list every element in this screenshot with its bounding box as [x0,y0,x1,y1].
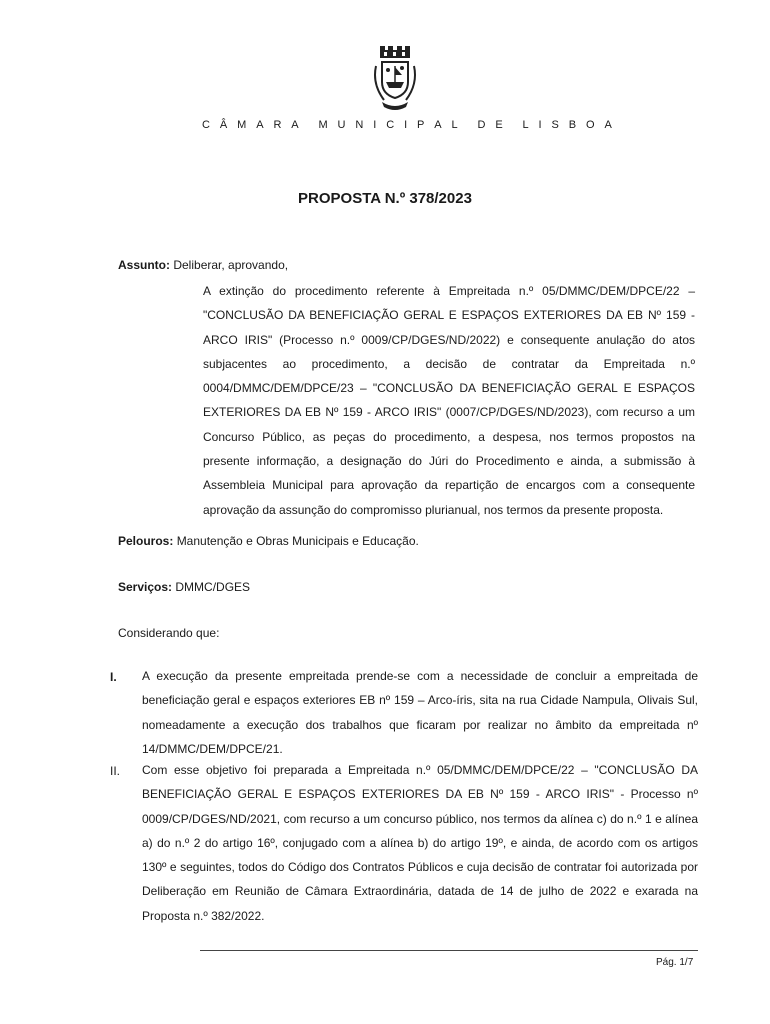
subject-line [118,258,288,272]
org-letter: L [522,119,529,131]
org-letter: D [477,119,486,131]
item-number: II. [110,764,121,778]
org-letter: I [538,119,542,131]
subject-body: A extinção do procedimento referente à Empreitada n.º 05/DMMC/DEM/DPCE/22 – "CONCLUSÃO DA BENEFICIAÇÃO GERAL E ESPAÇOS EXTERIORES DA EB Nº 159 - ARCO IRIS" (Processo n.º 0009/CP/DGES/ND/2022) e consequente anulação do atos subjacentes ao procedimento, a decisão de contratar da Empreitada n.º 0004/DMMC/DEM/DPCE/23 – "CONCLUSÃO DA BENEFICIAÇÃO GERAL E ESPAÇOS EXTERIORES DA EB Nº 159 - ARCO IRIS" (0007/CP/DGES/ND/2023), com recurso a um Concurso Público, as peças do procedimento, a despesa, nos termos propostos na presente informação, a designação do Júri do Procedimento e ainda, a submissão à Assembleia Municipal para aprovação da repartição de encargos com a consequente aprovação da assunção do compromisso plurianual, nos termos da presente proposta. [203,284,695,517]
org-letter: R [273,119,282,131]
org-letter: A [291,119,299,131]
lisbon-coat-of-arms-icon [368,44,422,114]
servicos-label: Serviços: [118,580,173,594]
servicos-value: DMMC/DGES [175,580,251,594]
org-letter: Â [219,119,228,131]
org-letter: C [202,119,210,131]
subject-label: Assunto: [118,258,170,272]
org-letter: M [318,119,328,131]
subject-lead: Deliberar, aprovando, [173,258,289,272]
considering-heading: Considerando que: [118,626,220,640]
page-number: Pág. 1/7 [656,957,694,968]
org-letter: U [337,119,346,131]
org-letter: O [586,119,595,131]
org-letter: P [417,119,425,131]
org-letter: I [404,119,408,131]
proposal-title: PROPOSTA N.º 378/2023 [298,190,472,207]
list-item: A execução da presente empreitada prende-se com a necessidade de concluir a empreitada de beneficiação geral e espaços exteriores EB nº 159 – Arco-íris, sita na rua Cidade Nampula, Olivais Sul, nomeadamente a execução dos trabalhos que ficaram por realizar no âmbito da empreitada nº 14/DMMC/DEM/DPCE/21. [142,669,698,756]
org-letter: N [355,119,364,131]
pelouros-line [118,534,419,548]
org-letter: A [434,119,442,131]
servicos-line [118,580,250,594]
org-letter: B [568,119,577,131]
footer-divider [200,950,698,951]
org-letter: I [373,119,377,131]
organization-name [202,119,612,131]
list-item: Com esse objetivo foi preparada a Empreitada n.º 05/DMMC/DEM/DPCE/22 – "CONCLUSÃO DA BENEFICIAÇÃO GERAL E ESPAÇOS EXTERIORES DA EB Nº 159 - ARCO IRIS" - Processo nº 0009/CP/DGES/ND/2021, com recurso a um concurso público, nos termos da alínea c) do n.º 1 e alínea a) do n.º 2 do artigo 16º, conjugado com a alínea b) do artigo 19º, e ainda, de acordo com os artigos 130º e seguintes, todos do Código dos Contratos Públicos e cuja decisão de contratar foi autorizada por Deliberação em Reunião de Câmara Extraordinária, datada de 14 de julho de 2022 e exarada na Proposta n.º 382/2022. [142,763,698,923]
pelouros-label: Pelouros: [118,534,174,548]
pelouros-value: Manutenção e Obras Municipais e Educação. [176,534,419,548]
org-letter: E [495,119,503,131]
org-letter: L [451,119,458,131]
item-number: I. [110,670,117,684]
org-letter: A [256,119,264,131]
org-letter: S [551,119,559,131]
org-letter: M [237,119,247,131]
org-letter: A [604,119,612,131]
org-letter: C [386,119,395,131]
